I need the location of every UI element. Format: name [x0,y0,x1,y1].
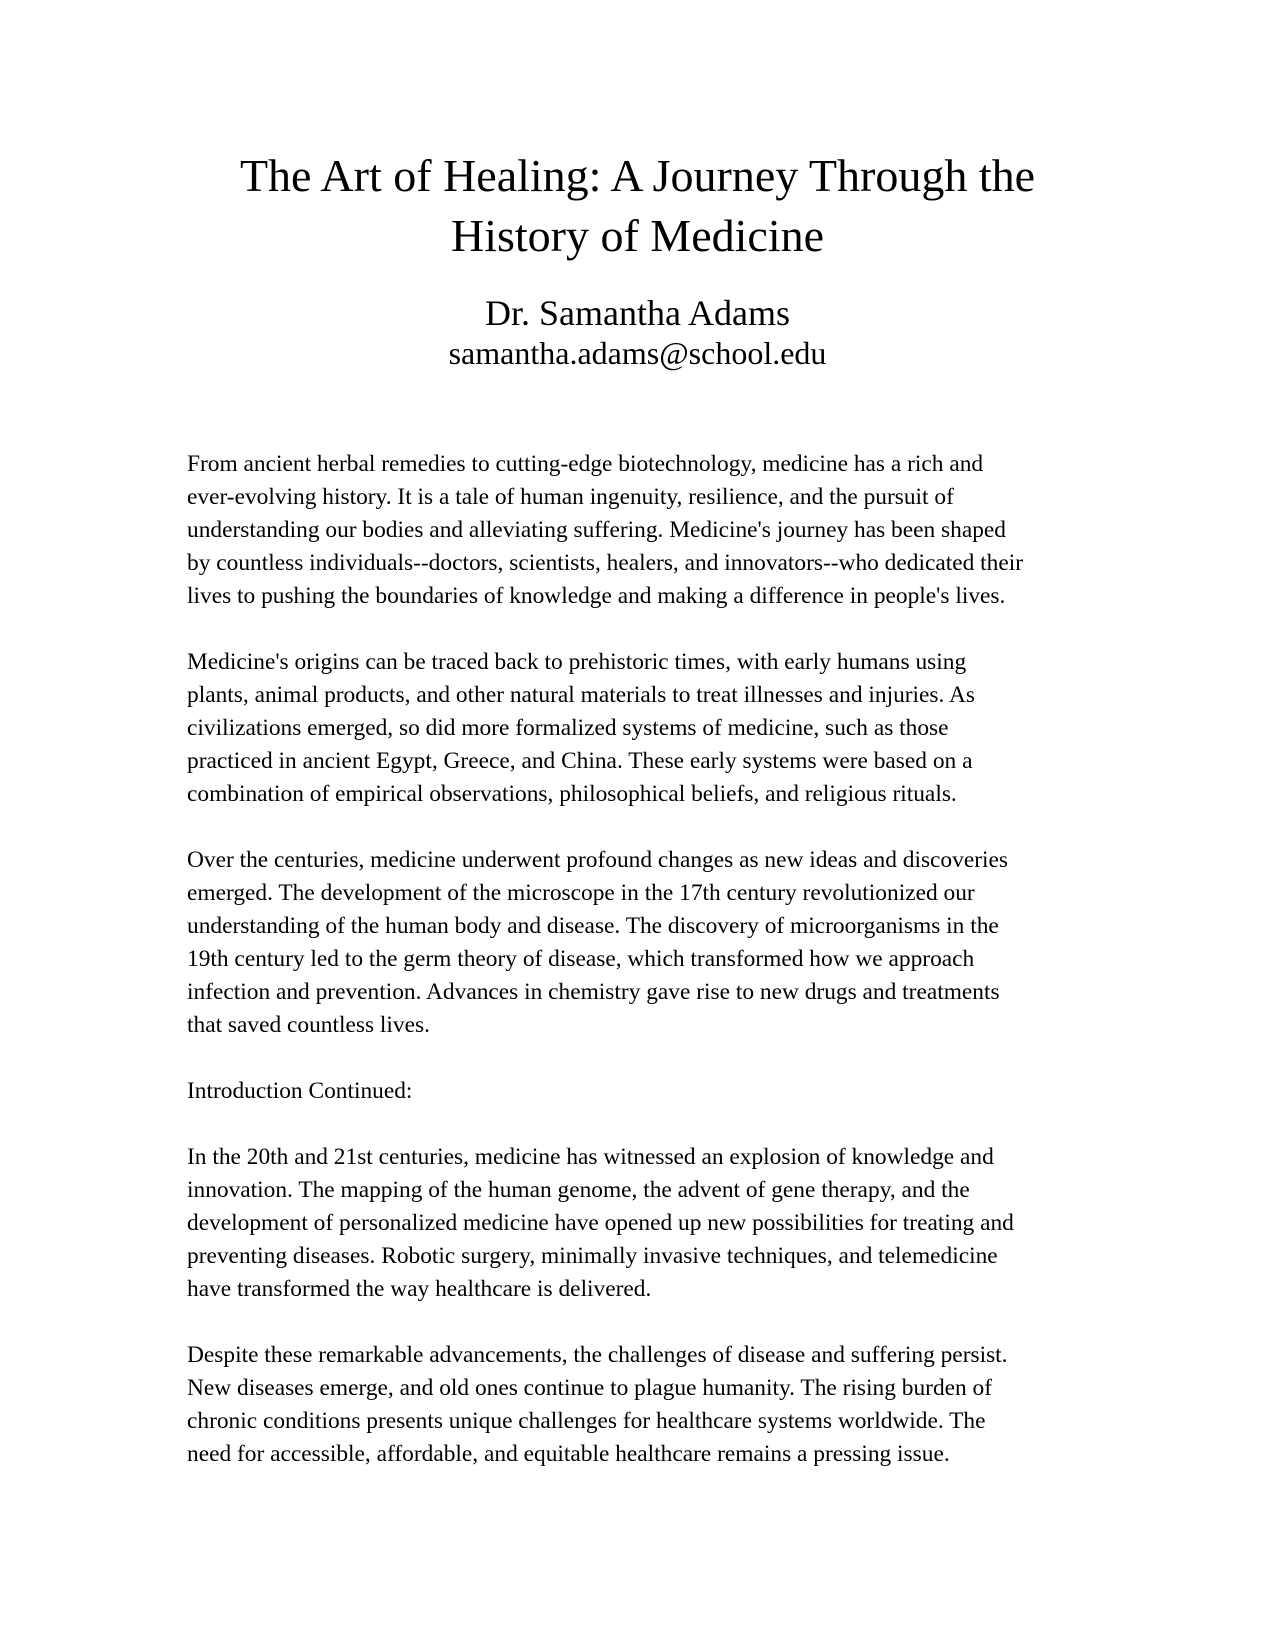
body-text [187,448,1092,1504]
document-title [185,146,1090,266]
paragraph-modern-medicine: In the 20th and 21st centuries, medicine has witnessed an explosion of knowledge and innovation. The mapping of the human genome, the advent of gene therapy, and the development of personalized medicine have opened up new possibilities for treating and preventing diseases. Robotic surgery, minimally invasive techniques, and telemedicine have transformed the way healthcare is delivered. [187,1144,1014,1302]
title-line-2: History of Medicine [450,210,825,261]
title-line-1: The Art of Healing: A Journey Through the [239,150,1036,201]
paragraph-challenges: Despite these remarkable advancements, the challenges of disease and suffering persist. New diseases emerge, and old ones continue to plague humanity. The rising burden of chronic conditions presents unique challenges for healthcare systems worldwide. The need for accessible, affordable, and equitable healthcare remains a pressing issue. [187,1342,1008,1467]
author-email: samantha.adams@school.edu [448,335,827,371]
paragraph-intro: From ancient herbal remedies to cutting-edge biotechnology, medicine has a rich and ever-evolving history. It is a tale of human ingenuity, resilience, and the pursuit of understanding our bodies and alleviating suffering. Medicine's journey has been shaped by countless individuals--doctors, scientists, healers, and innovators--who dedicated their lives to pushing the boundaries of knowledge and making a difference in people's lives. [187,451,1024,609]
section-heading-introduction-continued: Introduction Continued: [187,1078,413,1104]
paragraph-origins: Medicine's origins can be traced back to prehistoric times, with early humans using plants, animal products, and other natural materials to treat illnesses and injuries. As civilizations emerged, so did more formalized systems of medicine, such as those practiced in ancient Egypt, Greece, and China. These early systems were based on a combination of empirical observations, philosophical beliefs, and religious rituals. [187,649,975,807]
paragraph-centuries: Over the centuries, medicine underwent profound changes as new ideas and discoveries emerged. The development of the microscope in the 17th century revolutionized our understanding of the human body and disease. The discovery of microorganisms in the 19th century led to the germ theory of disease, which transformed how we approach infection and prevention. Advances in chemistry gave rise to new drugs and treatments that saved countless lives. [187,847,1008,1038]
author-name: Dr. Samantha Adams [485,293,790,333]
